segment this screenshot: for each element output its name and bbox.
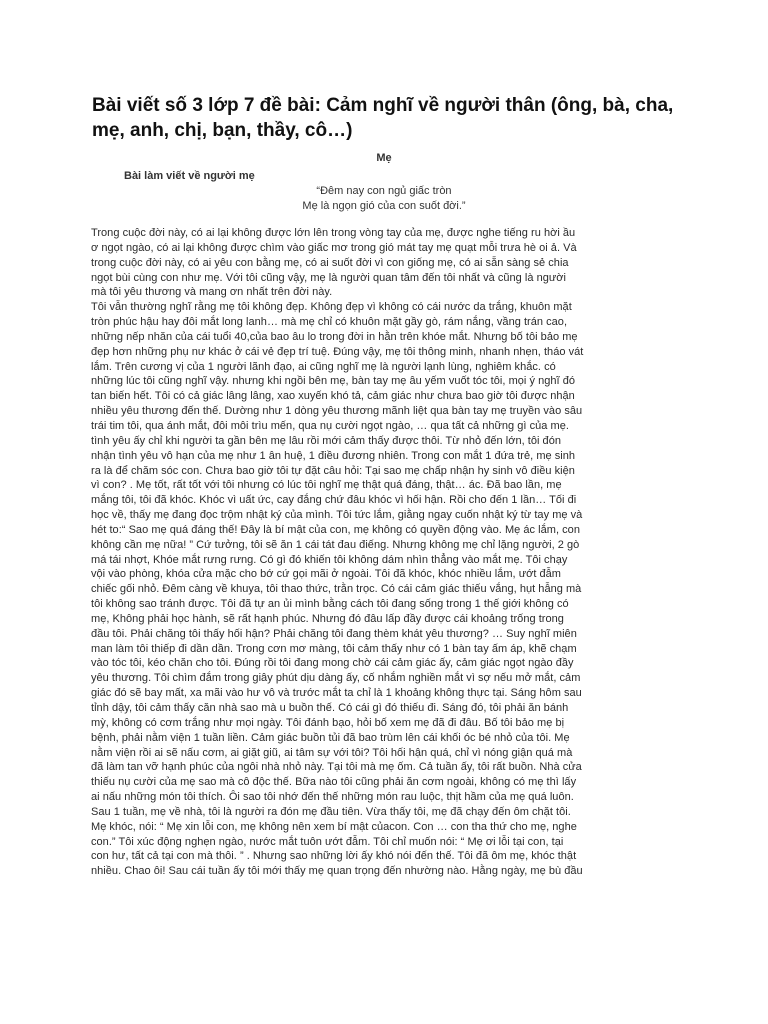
body-line: Sau 1 tuần, mẹ về nhà, tôi là người ra đón mẹ đầu tiên. Vừa thấy tôi, mẹ đã chạy đến ôm chặt tôi. bbox=[91, 805, 571, 818]
body-line: đẹp hơn những phụ nư khác ở cái vẻ đẹp trí tuệ. Đúng vậy, mẹ tôi thông minh, nhanh nhẹn, tháo vát bbox=[91, 345, 584, 358]
body-line: ai nấu những món tôi thích. Ôi sao tôi nhớ đến thế những món rau luộc, thịt hầm của mẹ quá luôn. bbox=[91, 791, 574, 804]
body-line: mẹ, Không phải học hành, sẽ rất hạnh phúc. Nhưng đó đâu lấp đầy được cái khoảng trống trong bbox=[91, 612, 564, 625]
body-line: những lúc tôi cũng nghĩ vậy. nhưng khi ngồi bên mẹ, bàn tay mẹ âu yếm vuốt tóc tôi, mọi ý nghĩ đó bbox=[91, 375, 575, 388]
body-line: nhiều. Chao ôi! Sau cái tuần ấy tôi mới thấy mẹ quan trọng đến nhường nào. Hằng ngày, mẹ bù đầu bbox=[91, 865, 583, 878]
body-line: ra là để chăm sóc con. Chưa bao giờ tôi tự đặt câu hỏi: Tại sao mẹ chấp nhận hy sinh vô điều kiện bbox=[91, 464, 575, 477]
body-line: Trong cuộc đời này, có ai lại không được lớn lên trong vòng tay của mẹ, được nghe tiếng ru hời ầu bbox=[91, 227, 576, 239]
essay-subheading: Bài làm viết về người mẹ bbox=[124, 170, 255, 182]
body-line: trong cuộc đời này, có ai yêu con bằng mẹ, có ai suốt đời vì con giống mẹ, có ai sẵn sàng sẻ chia bbox=[91, 256, 569, 269]
body-line: tôi không sao tránh được. Tôi đã tự an ủi mình bằng cách tôi đang sống trong 1 thế giới không có bbox=[91, 598, 569, 611]
body-line: vào tóc tôi, kéo chăn cho tôi. Đúng rồi tôi đang mong chờ cái cảm giác ấy, cảm giác ngọt ngào đầy bbox=[91, 657, 574, 670]
body-line: Mẹ khóc, nói: “ Mẹ xin lỗi con, mẹ không nên xem bí mật củacon. Con … con tha thứ cho mẹ, nghe bbox=[91, 820, 577, 833]
body-line: đầu tôi. Phải chăng tôi thấy hối hận? Phải chăng tôi đang thèm khát yêu thương? … Suy nghĩ miên bbox=[91, 627, 577, 640]
body-line: con.” Tôi xúc động nghẹn ngào, nước mắt tuôn ướt đẫm. Tôi chỉ muốn nói: “ Mẹ ơi lỗi tại con, tại bbox=[91, 835, 564, 848]
body-line: ngọt bùi cùng con như mẹ. Với tôi cũng vậy, mẹ là người quan tâm đến tôi nhất và cũng là người bbox=[91, 271, 567, 284]
body-line: giác đó sẽ bay mất, xa mãi vào hư vô và trước mắt ta chỉ là 1 khoảng không thực tại. Sáng hôm sau bbox=[91, 687, 582, 700]
essay-body bbox=[91, 226, 681, 879]
body-line: tình yêu ấy chỉ khi người ta gần bên mẹ lâu rồi mới cảm thấy được thôi. Từ nhỏ đến lớn, tôi đón bbox=[91, 434, 562, 447]
body-line: tỉnh dậy, tôi cảm thấy căn nhà sao mà u buồn thế. Có cái gì đó thiếu đi. Sáng đó, tôi phải ăn bánh bbox=[91, 702, 569, 714]
document-title: Bài viết số 3 lớp 7 đề bài: Cảm nghĩ về người thân (ông, bà, cha, mẹ, anh, chị, bạn, thầy, cô…) bbox=[92, 95, 674, 141]
body-line: nằm viện rồi ai sẽ nấu cơm, ai giặt giũ, ai tâm sự với tôi? Tôi hối hận quá, chỉ vì nóng giận quá mà bbox=[91, 746, 573, 759]
body-line: mà tôi yêu thương và mang ơn nhất trên đời này. bbox=[91, 286, 333, 299]
poem-quote bbox=[0, 184, 768, 214]
body-line: mỳ, không có cơm trắng như mọi ngày. Tôi đánh bạo, hỏi bố xem mẹ đã đi đâu. Bố tôi bảo mẹ bị bbox=[91, 716, 565, 729]
body-line: con hư, tất cả tại con mà thôi. ” . Nhưng sao những lời ấy khó nói đến thế. Tôi đã ôm mẹ, khóc thật bbox=[91, 850, 577, 863]
body-line: trái tim tôi, qua ánh mắt, đôi môi trìu mến, qua nụ cười ngọt ngào, … qua tất cả những gì của mẹ. bbox=[91, 419, 569, 432]
body-line: bệnh, phải nằm viện 1 tuần liền. Cảm giác buồn tủi đã bao trùm lên cái khối óc bé nhỏ của tôi. Mẹ bbox=[91, 731, 570, 744]
poem-line: “Đêm nay con ngủ giấc tròn bbox=[316, 185, 452, 197]
body-line: lắm. Trên cương vị của 1 người lãnh đạo, ai cũng nghĩ mẹ là người lạnh lùng, nghiêm khắc. có bbox=[91, 360, 556, 373]
body-line: hét to:“ Sao mẹ quá đáng thế! Đây là bí mật của con, mẹ không có quyền động vào. Mẹ ác lắm, con bbox=[91, 523, 580, 536]
body-line: thiếu nụ cười của mẹ sao mà cô độc thế. Bữa nào tôi cũng phải ăn cơm ngoài, không có mẹ thì lấy bbox=[91, 776, 577, 789]
body-line: học về, thấy mẹ đang đọc trộm nhật ký của mình. Tôi tức lắm, giằng ngay cuốn nhật ký từ tay mẹ và bbox=[91, 509, 583, 522]
body-line: yêu thương. Tôi chìm đắm trong giây phút dịu dàng ấy, cố nhắm nghiền mắt vì sợ nếu mở mắt, cảm bbox=[91, 672, 581, 685]
body-line: nhận tình yêu vô hạn của mẹ như 1 ân huệ, 1 điều đương nhiên. Trong con mắt 1 đứa trẻ, mẹ sinh bbox=[91, 449, 576, 462]
body-line: má tái nhợt, Khóe mắt rưng rưng. Có gì đó khiến tôi không dám nhìn thẳng vào mắt mẹ. Tôi chạy bbox=[91, 553, 568, 566]
body-line: tan biến hết. Tôi có cả giác lâng lâng, xao xuyến khó tả, cảm giác như chưa bao giờ tôi được nhận bbox=[91, 390, 575, 403]
body-line: đã làm tan vỡ hạnh phúc của ngôi nhà nhỏ này. Tại tôi mà mẹ ốm. Cả tuần ấy, tôi rất buồn. Nhà cửa bbox=[91, 761, 582, 774]
section-heading: Mẹ bbox=[376, 152, 392, 164]
body-line: man làm tôi thiếp đi dần dần. Trong cơn mơ màng, tôi cảm thấy như có 1 bàn tay ấm áp, khẽ chạm bbox=[91, 642, 577, 655]
body-line: không cần mẹ nữa! ” Cứ tưởng, tôi sẽ ăn 1 cái tát đau điếng. Nhưng không mẹ chỉ lặng người, 2 gò bbox=[91, 538, 580, 551]
body-line: nhiều yêu thương đến thế. Dường như 1 dòng yêu thương mãnh liệt qua bàn tay mẹ truyền vào sâu bbox=[91, 405, 583, 418]
body-line: Tôi vẫn thường nghĩ rằng mẹ tôi không đẹp. Không đẹp vì không có cái nước da trắng, khuôn mặt bbox=[91, 301, 572, 314]
poem-line: Mẹ là ngọn gió của con suốt đời.” bbox=[302, 200, 466, 212]
body-line: ơ ngọt ngào, có ai lại không được chìm vào giấc mơ trong gió mát tay mẹ quạt mỗi trưa hè oi ả. Và bbox=[91, 241, 577, 254]
body-line: những nếp nhăn của cái tuổi 40,của bao âu lo trong đời in hằn trên khóe mắt. Nhưng bố tôi bảo mẹ bbox=[91, 330, 578, 343]
body-line: tròn phúc hậu hay đôi mắt long lanh… mà mẹ chỉ có khuôn mặt gầy gò, rám nắng, vầng trán cao, bbox=[91, 316, 568, 329]
body-line: vội vào phòng, khóa cửa mặc cho bớ cứ gọi mãi ở ngoài. Tôi đã khóc, khóc nhiều lắm, ướt đẫm bbox=[91, 568, 561, 581]
body-line: mắng tôi, tôi đã khóc. Khóc vì uất ức, cay đắng chứ đâu khóc vì hối hận. Rồi cho đến 1 lần… Tối đi bbox=[91, 494, 577, 507]
body-line: chiếc gối nhỏ. Đêm càng về khuya, tôi thao thức, trằn trọc. Có cái cảm giác thiếu vắng, hụt hẫng mà bbox=[91, 583, 582, 596]
body-line: vì con? . Mẹ tốt, rất tốt với tôi nhưng có lúc tôi nghĩ mẹ thật quá đáng, thật… ác. Đã bao lần, mẹ bbox=[91, 479, 562, 492]
